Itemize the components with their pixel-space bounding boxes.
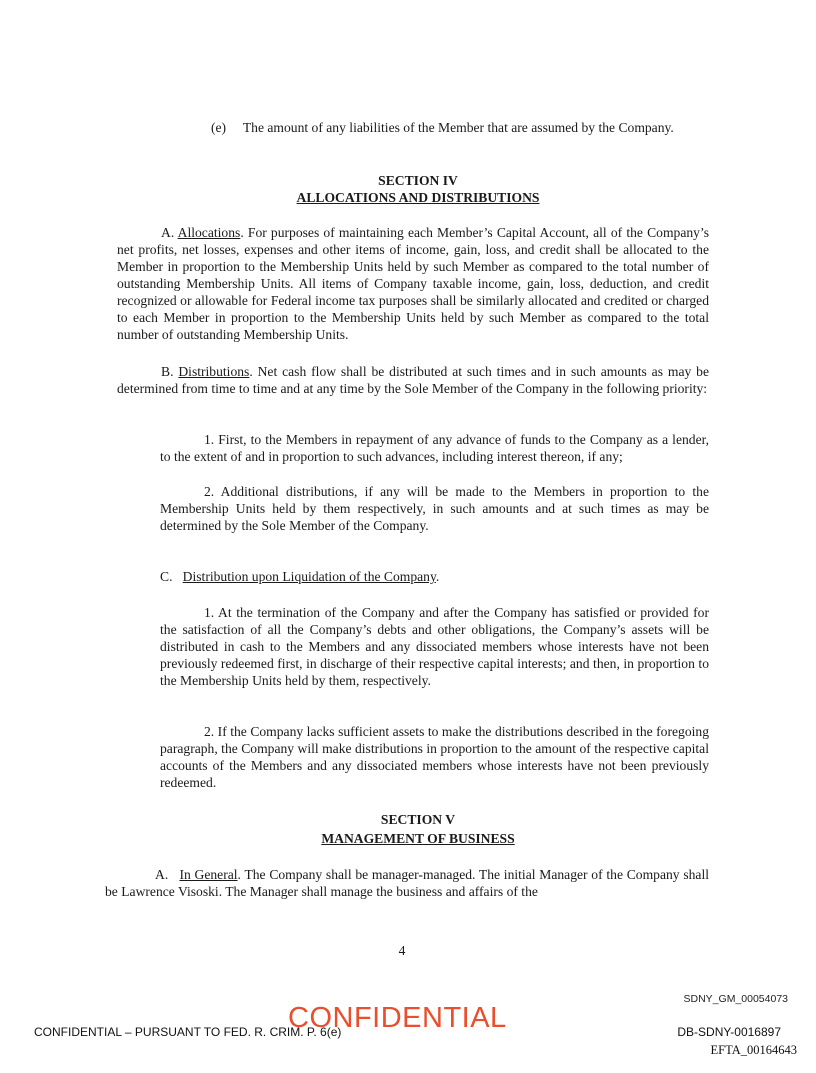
- section-4-c-label: C.: [160, 569, 173, 584]
- section-4-c-item-1: 1. At the termination of the Company and after the Company has satisfied or provided for the satisfaction of all the Company’s debts and other obligations, the Company’s assets will be distributed in cash to the Members and any dissociated members whose interests have not been previously redeemed first, in discharge of their respective capital interests; and then, in proportion to the Membership Units held by them, respectively.: [160, 605, 709, 688]
- efta-label: EFTA_00164643: [710, 1043, 797, 1057]
- section-4-c-heading: Distribution upon Liquidation of the Company: [182, 569, 436, 584]
- intro-text: The amount of any liabilities of the Member that are assumed by the Company.: [242, 120, 674, 135]
- bates-db-label: DB-SDNY-0016897: [677, 1025, 781, 1039]
- section-4-a-text: . For purposes of maintaining each Member’s Capital Account, all of the Company’s net profits, net losses, expenses and other items of income, gain, loss, and credit shall be allocated to the Member in proportion to the Membership Units held by such Member as compared to the total number of outstanding Membership Units. All items of Company taxable income, gain, loss, deduction, and credit recognized or allowable for Federal income tax purposes shall be similarly allocated and credited or charged to each Member in proportion to the Membership Units held by such Member as compared to the total number of outstanding Membership Units.: [117, 225, 710, 342]
- section-5-a-label: A.: [155, 867, 169, 882]
- section-4-number: SECTION IV: [378, 173, 458, 188]
- section-4-c-suffix: .: [435, 569, 440, 584]
- section-4-c-item-2: 2. If the Company lacks sufficient assets to make the distributions described in the foregoing paragraph, the Company will make distributions in proportion to the amount of the respective capital accounts of the Members and any dissociated members whose interests have not been previously redeemed.: [160, 724, 709, 790]
- intro-label: (e): [211, 120, 227, 135]
- section-4-b-item-2: 2. Additional distributions, if any will be made to the Members in proportion to the Membership Units held by them respectively, in such amounts and at such times as may be determined by the Sole Member of the Company.: [160, 484, 709, 533]
- section-5-a-heading: In General: [179, 867, 238, 882]
- section-4-a-label: A.: [161, 225, 175, 240]
- section-4-b-heading: Distributions: [178, 364, 250, 379]
- section-4-c-heading-line: [160, 568, 709, 585]
- section-4-a-heading: Allocations: [177, 225, 241, 240]
- section-4-a-paragraph: [117, 224, 709, 343]
- section-5-number: SECTION V: [380, 812, 456, 827]
- page-number: 4: [398, 943, 406, 958]
- bates-gm-label: SDNY_GM_00054073: [683, 993, 788, 1005]
- confidential-stamp: CONFIDENTIAL: [288, 1002, 507, 1034]
- section-4-b-label: B.: [161, 364, 174, 379]
- section-4-b-paragraph: [117, 363, 709, 397]
- intro-paragraph: [211, 119, 709, 136]
- section-5-a-paragraph: [105, 866, 709, 900]
- section-4-title: ALLOCATIONS AND DISTRIBUTIONS: [296, 190, 540, 205]
- section-5-title: MANAGEMENT OF BUSINESS: [321, 831, 515, 846]
- section-5-a-text: . The Company shall be manager-managed. The initial Manager of the Company shall be Lawrence Visoski. The Manager shall manage the business and affairs of the: [105, 867, 709, 899]
- confidential-notice: CONFIDENTIAL – PURSUANT TO FED. R. CRIM. P. 6(e): [34, 1025, 342, 1039]
- section-4-b-text: . Net cash flow shall be distributed at such times and in such amounts as may be determined from time to time and at any time by the Sole Member of the Company in the following priority:: [117, 364, 709, 396]
- section-4-b-item-1: 1. First, to the Members in repayment of any advance of funds to the Company as a lender, to the extent of and in proportion to such advances, including interest thereon, if any;: [160, 432, 709, 464]
